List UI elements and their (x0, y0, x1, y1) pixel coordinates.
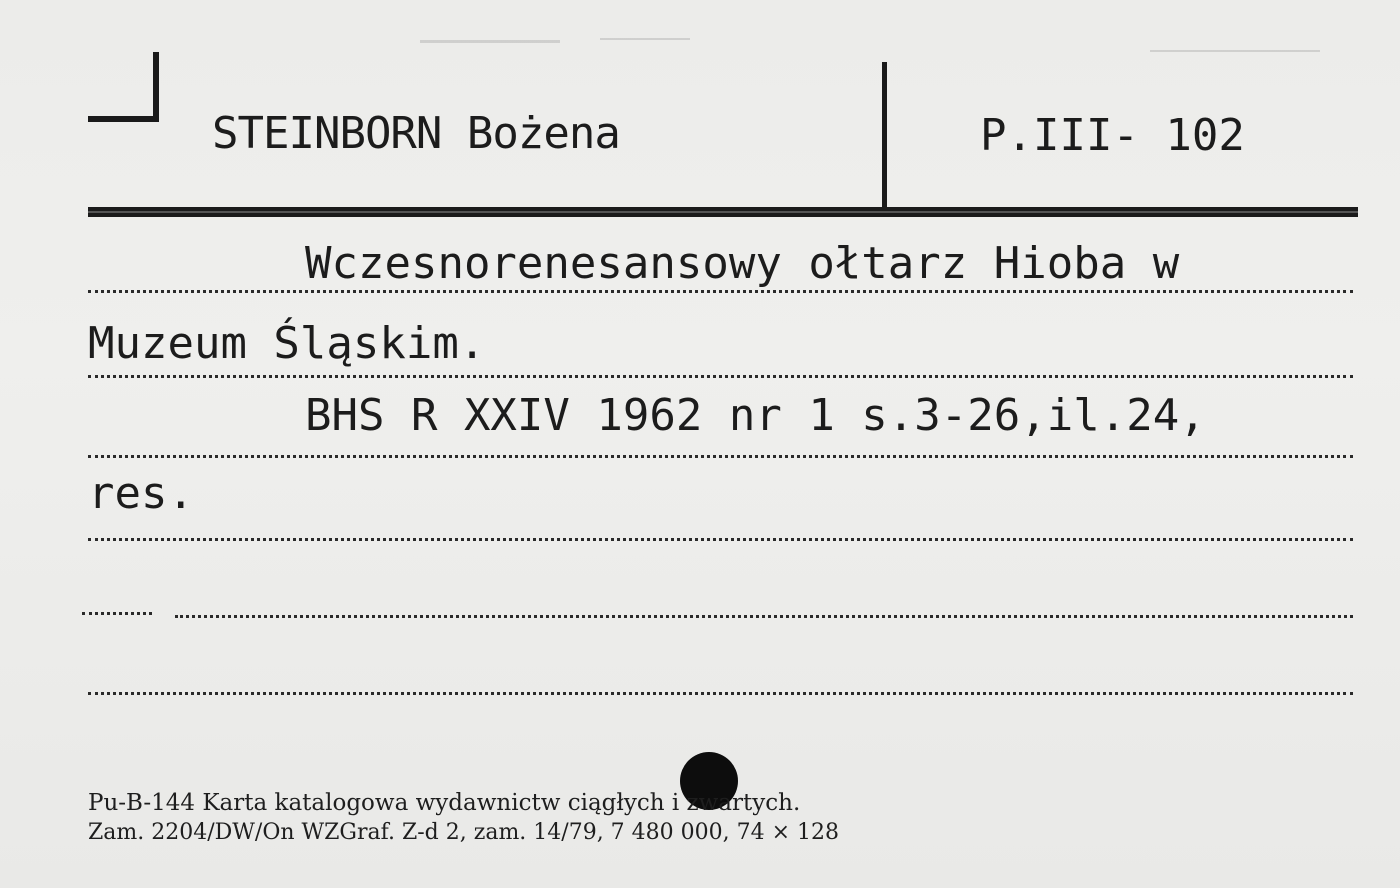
ruled-line (88, 375, 1353, 378)
ruled-line (88, 290, 1353, 293)
header-rule (88, 207, 1358, 217)
citation-line: res. (88, 468, 194, 519)
corner-mark (153, 52, 159, 122)
author-name: STEINBORN Bożena (212, 108, 620, 159)
ruled-line (88, 538, 1353, 541)
shelf-signature: P.III- 102 (980, 110, 1245, 161)
footer-line: Zam. 2204/DW/On WZGraf. Z-d 2, zam. 14/79, 7 480 000, 74 × 128 (88, 820, 840, 845)
description-line: Wczesnorenesansowy ołtarz Hioba w (305, 238, 1180, 289)
ink-smudge (1150, 50, 1320, 52)
ruled-line (88, 692, 1353, 695)
ruled-line (88, 455, 1353, 458)
footer-line: Pu-B-144 Karta katalogowa wydawnictw ciągłych i zwartych. (88, 790, 801, 816)
ink-smudge (420, 40, 560, 43)
ruled-line (82, 612, 152, 615)
ink-smudge (600, 38, 690, 40)
citation-line: BHS R XXIV 1962 nr 1 s.3-26,il.24, (305, 390, 1206, 441)
ruled-line (175, 615, 1353, 618)
header-divider (882, 62, 887, 212)
corner-mark (88, 116, 159, 122)
description-line: Muzeum Śląskim. (88, 318, 486, 369)
